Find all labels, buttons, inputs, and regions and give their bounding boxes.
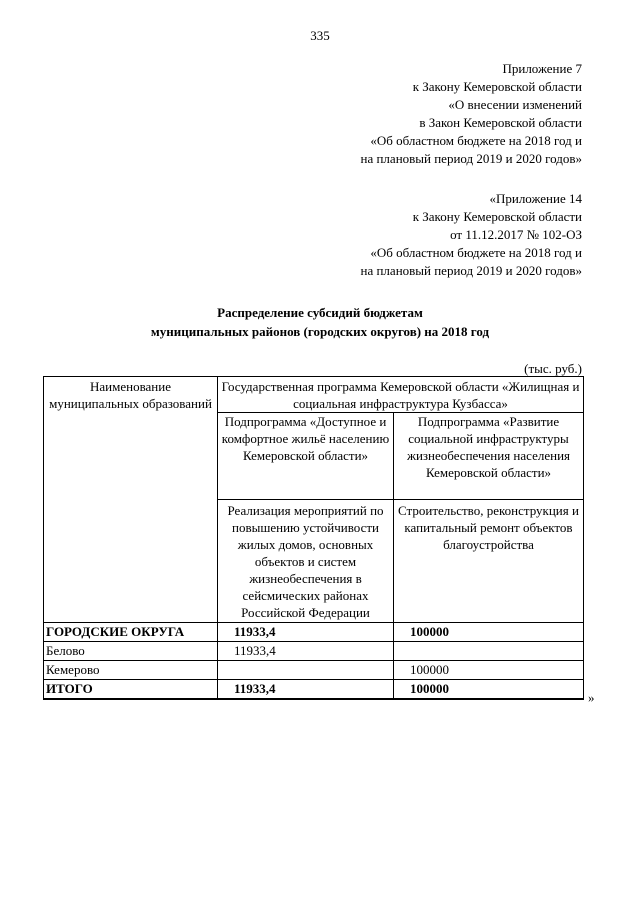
row-name: ГОРОДСКИЕ ОКРУГА (44, 623, 218, 642)
appendix-7-header (361, 60, 583, 168)
appendix-7-line: к Закону Кемеровской области (412, 79, 582, 94)
row-value-2 (394, 642, 584, 661)
document-title (0, 303, 640, 341)
appendix-7-line: на плановый период 2019 и 2020 годов» (360, 151, 582, 166)
municipality-column-header: Наименование муниципальных образований (44, 377, 218, 623)
appendix-14-header (361, 190, 583, 280)
subsidy-table (43, 376, 584, 700)
row-value-1: 11933,4 (218, 642, 394, 661)
row-value-1: 11933,4 (218, 623, 394, 642)
measure-2-header: Строительство, реконструкция и капитальный ремонт объектов благоустройства (394, 500, 584, 623)
table-row (44, 623, 584, 642)
units-label: (тыс. руб.) (524, 361, 582, 376)
measure-1-header: Реализация мероприятий по повышению устойчивости жилых домов, основных объектов и систем жизнеобеспечения в сейсмических районах Российской Федерации (218, 500, 394, 623)
table-row-total (44, 680, 584, 700)
row-value-1: 11933,4 (218, 680, 394, 700)
subprogram-2-header: Подпрограмма «Развитие социальной инфраструктуры жизнеобеспечения населения Кемеровской области» (394, 413, 584, 500)
page-number: 335 (310, 28, 330, 43)
row-value-1 (218, 661, 394, 680)
row-value-2: 100000 (394, 680, 584, 700)
title-line-2: муниципальных районов (городских округов) на 2018 год (150, 324, 490, 339)
appendix-14-line: «Об областном бюджете на 2018 год и (370, 245, 582, 260)
row-name: ИТОГО (44, 680, 218, 700)
subprogram-1-header: Подпрограмма «Доступное и комфортное жильё населению Кемеровской области» (218, 413, 394, 500)
closing-quote: » (588, 690, 595, 705)
appendix-7-line: «О внесении изменений (448, 97, 582, 112)
appendix-7-line: «Об областном бюджете на 2018 год и (370, 133, 582, 148)
appendix-14-line: от 11.12.2017 № 102-ОЗ (450, 227, 582, 242)
row-name: Белово (44, 642, 218, 661)
table-row (44, 642, 584, 661)
row-name: Кемерово (44, 661, 218, 680)
title-line-1: Распределение субсидий бюджетам (217, 305, 423, 320)
appendix-7-line: Приложение 7 (502, 61, 582, 76)
table-row (44, 661, 584, 680)
appendix-14-line: на плановый период 2019 и 2020 годов» (360, 263, 582, 278)
appendix-14-line: к Закону Кемеровской области (412, 209, 582, 224)
appendix-14-line: «Приложение 14 (489, 191, 582, 206)
program-header: Государственная программа Кемеровской области «Жилищная и социальная инфраструктура Кузбасса» (218, 377, 584, 413)
row-value-2: 100000 (394, 623, 584, 642)
appendix-7-line: в Закон Кемеровской области (419, 115, 582, 130)
row-value-2: 100000 (394, 661, 584, 680)
